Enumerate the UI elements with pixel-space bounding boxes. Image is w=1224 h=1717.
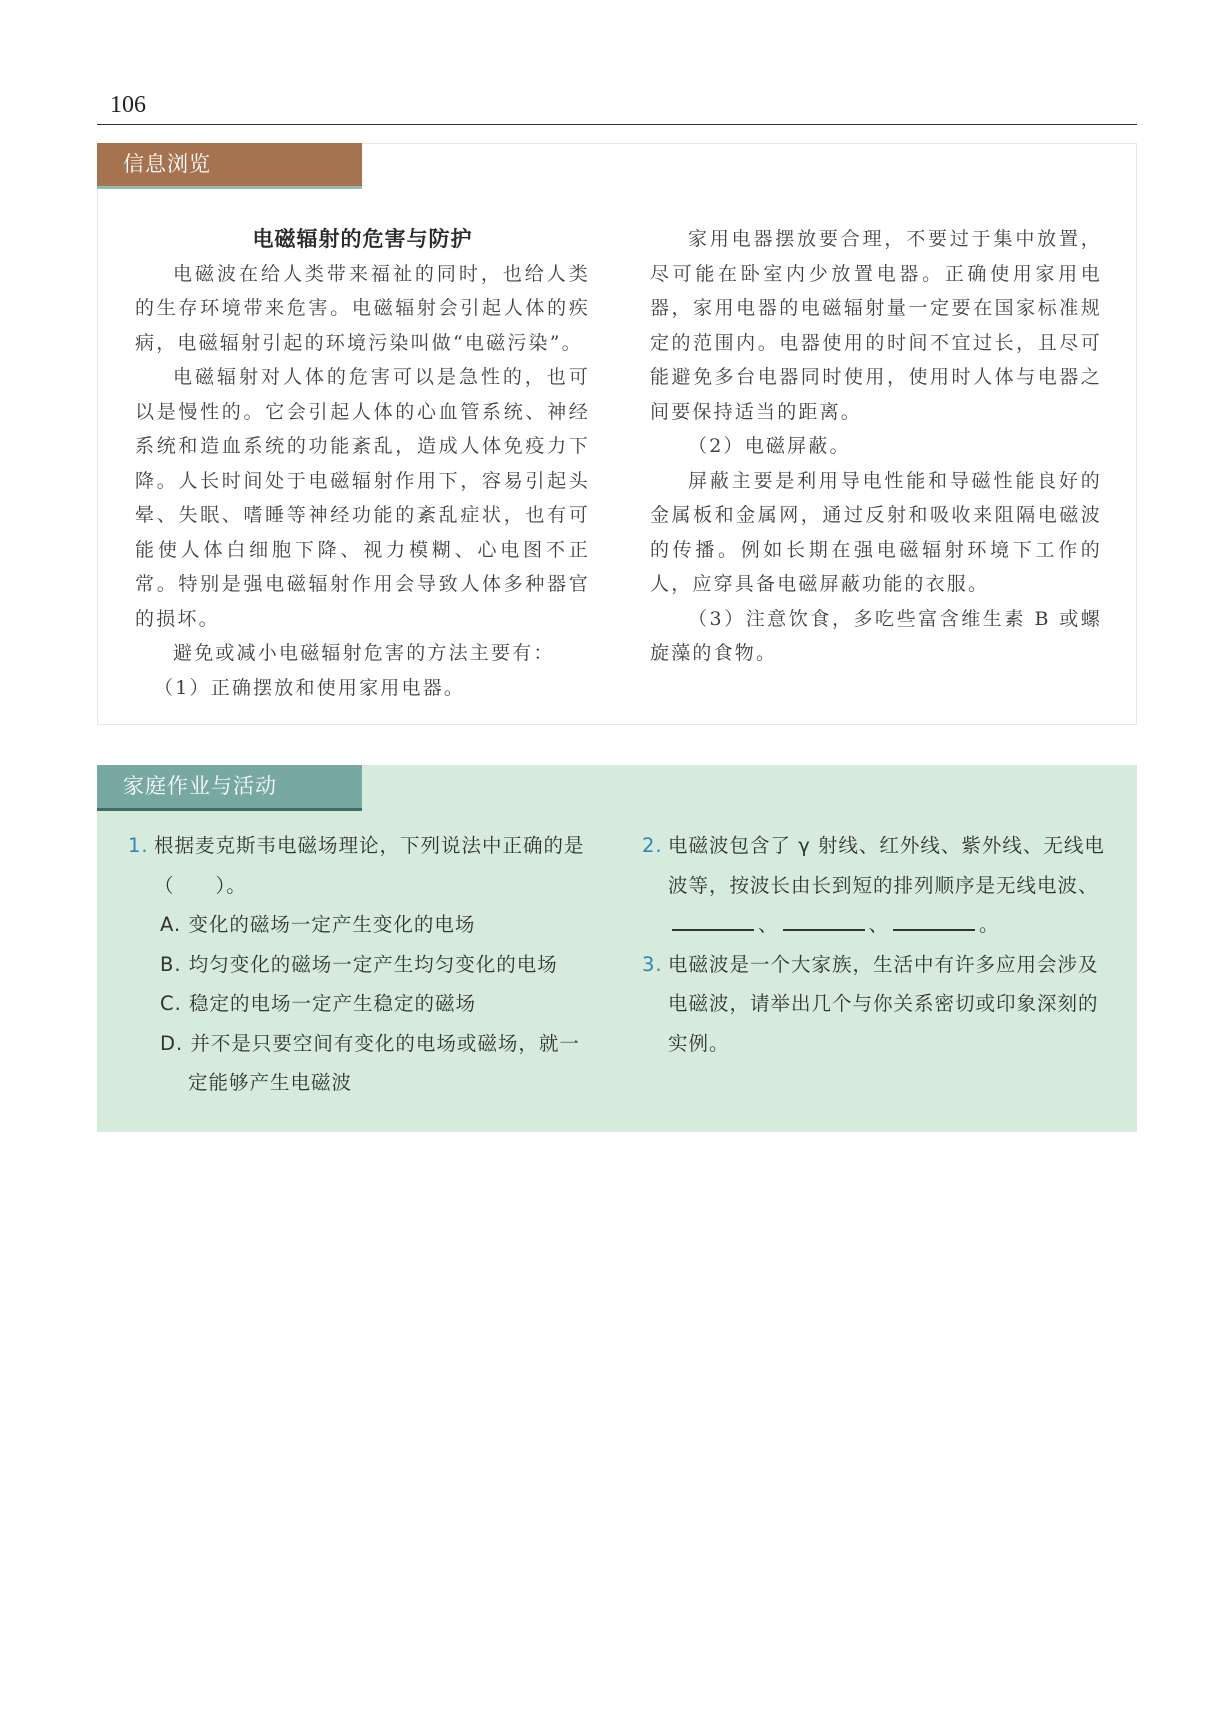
option-c: C. 稳定的电场一定产生稳定的磁场 — [160, 992, 477, 1015]
question-number: 1. — [128, 834, 149, 857]
info-left-column — [135, 222, 590, 705]
info-list-item: （1）正确摆放和使用家用电器。 — [154, 676, 466, 699]
option-a: A. 变化的磁场一定产生变化的电场 — [160, 913, 476, 936]
question-3 — [642, 945, 1107, 1064]
homework-right-column — [642, 826, 1107, 1063]
article-title: 电磁辐射的危害与防护 — [252, 227, 473, 251]
header-rule — [97, 124, 1137, 125]
question-1 — [128, 826, 598, 905]
answer-blank[interactable] — [893, 909, 975, 931]
question-text: 电磁波包含了 γ 射线、红外线、紫外线、无线电波等，按波长由长到短的排列顺序是无线电波、 — [668, 834, 1105, 897]
answer-blank[interactable] — [672, 909, 754, 931]
info-paragraph: 屏蔽主要是利用导电性能和导磁性能良好的金属板和金属网，通过反射和吸收来阻隔电磁波的传播。例如长期在强电磁辐射环境下工作的人，应穿具备电磁屏蔽功能的衣服。 — [650, 469, 1102, 595]
question-text: 电磁波是一个大家族，生活中有许多应用会涉及电磁波，请举出几个与你关系密切或印象深刻的实例。 — [668, 952, 1099, 1055]
question-2 — [642, 826, 1107, 945]
sentence-end: 。 — [979, 913, 1000, 936]
option-b: B. 均匀变化的磁场一定产生均匀变化的电场 — [160, 952, 558, 976]
option-d: D. 并不是只要空间有变化的电场或磁场，就一 — [160, 1031, 580, 1055]
info-paragraph: 电磁波在给人类带来福祉的同时，也给人类的生存环境带来危害。电磁辐射会引起人体的疾病，电磁辐射引起的环境污染叫做“电磁污染”。 — [135, 262, 590, 354]
question-text: 根据麦克斯韦电磁场理论，下列说法中正确的是（ ）。 — [154, 834, 585, 897]
homework-tab-underline — [97, 808, 362, 811]
info-paragraph: 家用电器摆放要合理，不要过于集中放置，尽可能在卧室内少放置电器。正确使用家用电器，家用电器的电磁辐射量一定要在国家标准规定的范围内。电器使用的时间不宜过长，且尽可能避免多台电器同时使用，使用时人体与电器之间要保持适当的距离。 — [650, 228, 1102, 423]
info-list-item: （3）注意饮食，多吃些富含维生素 B 或螺旋藻的食物。 — [650, 607, 1102, 664]
question-number: 3. — [642, 952, 663, 976]
info-paragraph: 电磁辐射对人体的危害可以是急性的，也可以是慢性的。它会引起人体的心血管系统、神经系统和造血系统的功能紊乱，造成人体免疫力下降。人长时间处于电磁辐射作用下，容易引起头晕、失眠、嗜睡等神经功能的紊乱症状，也有可能使人体白细胞下降、视力模糊、心电图不正常。特别是强电磁辐射作用会导致人体多种器官的损坏。 — [135, 366, 590, 630]
homework-left-column — [128, 826, 598, 1103]
info-list-item: （2）电磁屏蔽。 — [688, 435, 851, 457]
info-paragraph: 避免或减小电磁辐射危害的方法主要有： — [173, 642, 555, 664]
homework-tab-label: 家庭作业与活动 — [97, 765, 362, 808]
option-d-continued: 定能够产生电磁波 — [188, 1071, 353, 1094]
separator: 、 — [868, 913, 890, 936]
info-right-column — [650, 222, 1102, 671]
separator: 、 — [758, 913, 779, 936]
question-number: 2. — [642, 834, 663, 857]
info-tab-label: 信息浏览 — [97, 143, 362, 186]
answer-blank[interactable] — [783, 909, 865, 931]
info-tab-underline — [97, 186, 362, 189]
page-number: 106 — [110, 92, 146, 118]
